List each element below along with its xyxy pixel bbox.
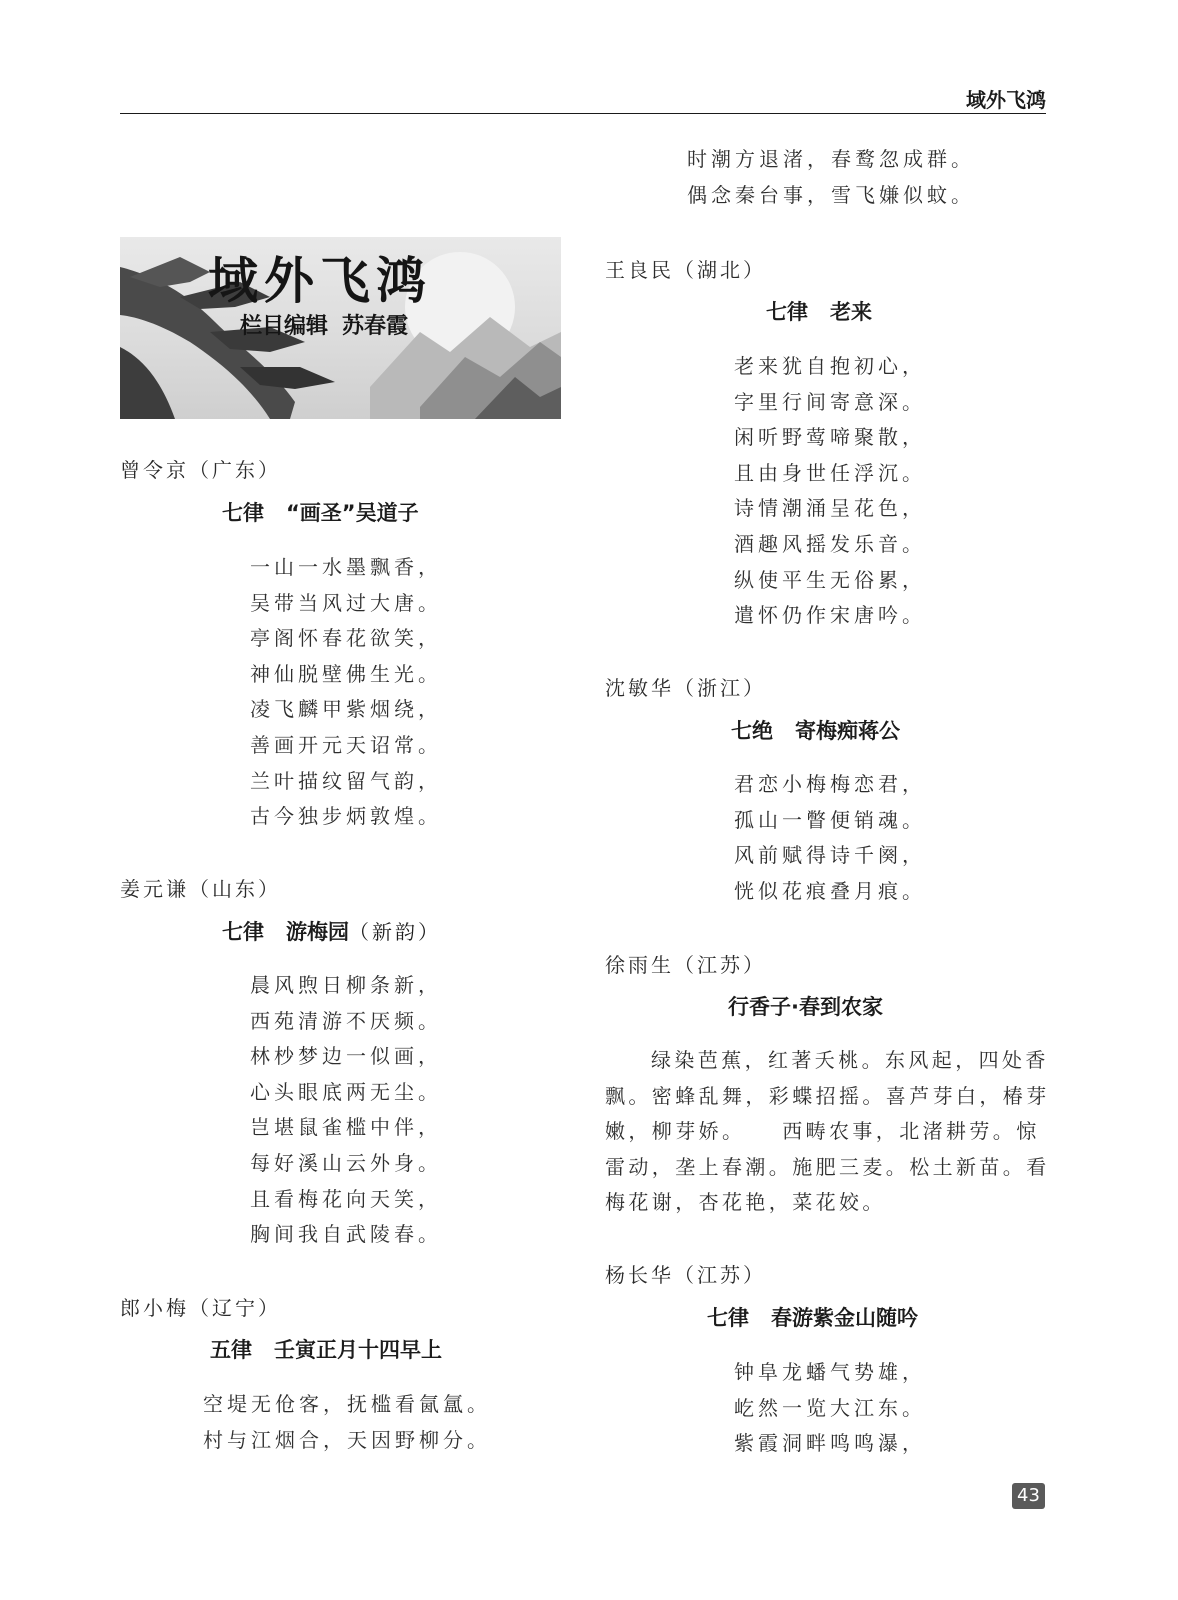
poem-author: 曾令京（广东） xyxy=(120,458,281,482)
poem-form: 七律 xyxy=(766,300,808,324)
header-divider xyxy=(120,113,1046,114)
poem-author: 王良民（湖北） xyxy=(605,258,766,282)
verse-line: 林杪梦边一似画， xyxy=(250,1044,442,1069)
page-number: 43 xyxy=(1012,1483,1045,1509)
verse-line: 偶念秦台事，雪飞嫌似蚊。 xyxy=(687,182,975,207)
poem-author: 徐雨生（江苏） xyxy=(605,953,766,977)
poem-name: 壬寅正月十四早上 xyxy=(274,1338,442,1362)
poem-verse xyxy=(203,1387,491,1458)
verse-line: 胸间我自武陵春。 xyxy=(250,1222,442,1247)
banner-editor-credit xyxy=(240,309,408,340)
verse-line: 风前赋得诗千阕， xyxy=(734,843,926,868)
section-header-title: 域外飞鸿 xyxy=(966,88,1046,112)
poem-verse-continued xyxy=(687,142,975,213)
verse-line: 君恋小梅梅恋君， xyxy=(734,772,926,796)
verse-line: 心头眼底两无尘。 xyxy=(250,1079,442,1104)
verse-line: 屹然一览大江东。 xyxy=(734,1395,926,1420)
editor-name: 苏春霞 xyxy=(342,314,409,339)
banner-title: 域外飞鸿 xyxy=(208,251,432,310)
poem-verse xyxy=(250,968,442,1253)
verse-line: 一山一水墨飘香， xyxy=(250,555,442,579)
verse-line: 空堤无伧客，抚槛看氤氲。 xyxy=(203,1392,491,1416)
verse-line: 闲听野莺啼聚散， xyxy=(734,425,926,450)
verse-line: 善画开元天诏常。 xyxy=(250,732,442,757)
verse-line: 神仙脱壁佛生光。 xyxy=(250,661,442,686)
poem-title xyxy=(210,1334,442,1364)
verse-line: 岂堪鼠雀槛中伴， xyxy=(250,1115,442,1140)
poem-name: 游梅园 xyxy=(286,920,349,944)
poem-verse xyxy=(734,767,926,909)
poem-form: 七律 xyxy=(707,1306,749,1330)
poem-title xyxy=(766,296,872,326)
verse-line: 酒趣风摇发乐音。 xyxy=(734,531,926,556)
column-banner xyxy=(120,237,561,419)
poem-title xyxy=(731,715,900,745)
verse-line: 遣怀仍作宋唐吟。 xyxy=(734,603,926,628)
poem-form: 七律 xyxy=(222,920,264,944)
verse-line: 诗情潮涌呈花色， xyxy=(734,496,926,521)
verse-line: 孤山一瞥便销魂。 xyxy=(734,807,926,832)
ci-poem-text: 绿染芭蕉，红著夭桃。东风起，四处香飘。密蜂乱舞，彩蝶招摇。喜芦芽白，椿芽嫩，柳芽娇。 西畴农事，北渚耕劳。惊雷动，垄上春潮。施肥三麦。松土新苗。看梅花谢，杏花艳，菜花姣。 xyxy=(605,1048,1050,1215)
poem-verse xyxy=(734,349,926,634)
poem-name: 寄梅痴蒋公 xyxy=(795,719,900,743)
poem-form: 七绝 xyxy=(731,719,773,743)
poem-author: 郎小梅（辽宁） xyxy=(120,1296,281,1320)
poem-name: 老来 xyxy=(830,300,872,324)
poem-author: 沈敏华（浙江） xyxy=(605,676,766,700)
verse-line: 时潮方退渚，春鹜忽成群。 xyxy=(687,147,975,171)
verse-line: 且看梅花向天笑， xyxy=(250,1186,442,1211)
verse-line: 亭阁怀春花欲笑， xyxy=(250,626,442,651)
poem-name: 春游紫金山随吟 xyxy=(771,1306,918,1330)
poem-verse xyxy=(250,550,442,835)
verse-line: 吴带当风过大唐。 xyxy=(250,590,442,615)
verse-line: 晨风煦日柳条新， xyxy=(250,973,442,997)
poem-name: “画圣”吴道子 xyxy=(286,501,419,525)
verse-line: 凌飞麟甲紫烟绕， xyxy=(250,697,442,722)
verse-line: 紫霞洞畔鸣鸣瀑， xyxy=(734,1431,926,1456)
poem-author: 杨长华（江苏） xyxy=(605,1263,766,1287)
poem-title xyxy=(222,916,441,946)
poem-title: 行香子·春到农家 xyxy=(728,995,883,1019)
verse-line: 且由身世任浮沉。 xyxy=(734,460,926,485)
verse-line: 古今独步炳敦煌。 xyxy=(250,804,442,829)
poem-author: 姜元谦（山东） xyxy=(120,877,281,901)
editor-label: 栏目编辑 xyxy=(240,314,329,339)
verse-line: 村与江烟合，天因野柳分。 xyxy=(203,1427,491,1452)
poem-form: 七律 xyxy=(222,501,264,525)
verse-line: 每好溪山云外身。 xyxy=(250,1150,442,1175)
verse-line: 老来犹自抱初心， xyxy=(734,354,926,378)
verse-line: 钟阜龙蟠气势雄， xyxy=(734,1360,926,1384)
poem-form: 五律 xyxy=(210,1338,252,1362)
poem-verse xyxy=(734,1355,926,1462)
poem-note: （新韵） xyxy=(349,920,441,944)
poem-title xyxy=(222,497,419,527)
verse-line: 字里行间寄意深。 xyxy=(734,389,926,414)
verse-line: 恍似花痕叠月痕。 xyxy=(734,878,926,903)
poem-title xyxy=(707,1302,918,1332)
verse-line: 纵使平生无俗累， xyxy=(734,567,926,592)
verse-line: 西苑清游不厌频。 xyxy=(250,1008,442,1033)
verse-line: 兰叶描纹留气韵， xyxy=(250,768,442,793)
